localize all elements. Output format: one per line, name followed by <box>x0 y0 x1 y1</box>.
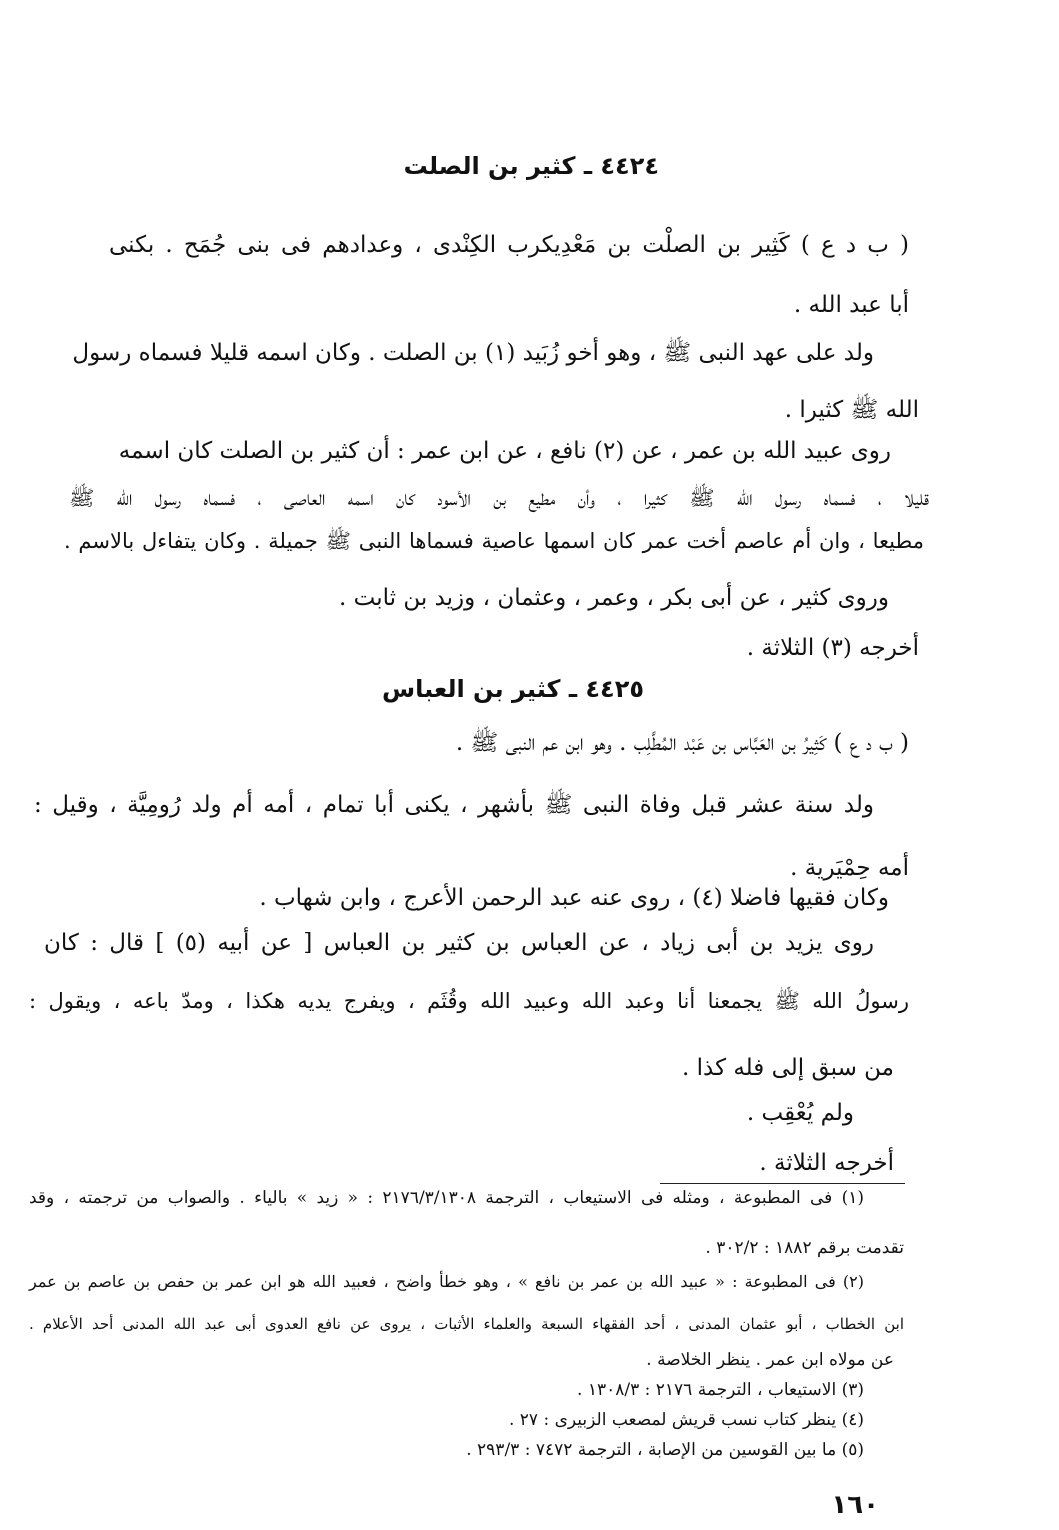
entry-line: من سبق إلى فله كذا . <box>681 1055 894 1081</box>
entry-line: أخرجه الثلاثة . <box>759 1150 894 1176</box>
entry-line: ولد سنة عشر قبل وفاة النبى ﷺ بأشهر ، يكنى أبا تمام ، أمه أم ولد رُومِيَّة ، وقيل : <box>34 792 874 818</box>
entry-line: أبا عبد الله . <box>793 292 909 318</box>
entry-line: ولد على عهد النبى ﷺ ، وهو أخو زُبَيد (١) بن الصلت . وكان اسمه قليلا فسماه رسول <box>72 340 874 366</box>
entry-line: وروى كثير ، عن أبى بكر ، وعمر ، وعثمان ، وزيد بن ثابت . <box>339 585 889 611</box>
footnote-line: عن مولاه ابن عمر . ينظر الخلاصة . <box>646 1350 894 1370</box>
footnote-line: ابن الخطاب ، أبو عثمان المدنى ، أحد الفقهاء السبعة والعلماء الأثبات ، يروى عن نافع العدوى أبى عبد الله المدنى أحد الأعلام . <box>29 1315 904 1333</box>
entry-line: أمه حِمْيَرية . <box>790 855 909 881</box>
page-number: ١٦٠ <box>831 1490 879 1520</box>
entry-line: ( ب د ع ) كَثِيرُ بن العَبَّاس بن عَبْد المُطَّلِب . وهو ابن عم النبى ﷺ . <box>455 730 909 756</box>
entry-line: رسولُ الله ﷺ يجمعنا أنا وعبد الله وعبيد الله وقُثَم ، ويفرج يديه هكذا ، ومدّ باعه ، ويقول : <box>29 989 909 1013</box>
entry-line: روى عبيد الله بن عمر ، عن (٢) نافع ، عن ابن عمر : أن كثير بن الصلت كان اسمه <box>118 438 891 464</box>
footnote-line: (١) فى المطبوعة ، ومثله فى الاستيعاب ، الترجمة ٢١٧٦/٣/١٣٠٨ : « زيد » بالياء . والصواب من ترجمته ، وقد <box>29 1188 865 1208</box>
entry-title: ٤٤٢٥ ـ كثير بن العباس <box>381 675 644 703</box>
entry-title: ٤٤٢٤ ـ كثير بن الصلت <box>403 152 659 180</box>
entry-line: وكان فقيها فاضلا (٤) ، روى عنه عبد الرحمن الأعرج ، وابن شهاب . <box>259 885 889 911</box>
entry-line: روى يزيد بن أبى زياد ، عن العباس بن كثير بن العباس [ عن أبيه (٥) ] قال : كان <box>44 930 874 956</box>
entry-line: قليلا ، فسماه رسول الله ﷺ كثيرا ، وأن مطيع بن الأسود كان اسمه العاصى ، فسماه رسول الله ﷺ <box>69 486 929 510</box>
footnote-line: (٢) فى المطبوعة : « عبيد الله بن عمر بن نافع » ، وهو خطأ واضح ، فعبيد الله هو ابن عمر بن حفص بن عاصم بن عمر <box>29 1272 864 1291</box>
entry-line: الله ﷺ كثيرا . <box>784 397 919 423</box>
footnote-line: تقدمت برقم ١٨٨٢ : ٣٠٢/٢ . <box>705 1238 904 1258</box>
footnote-separator <box>660 1183 905 1184</box>
footnote-line: (٣) الاستيعاب ، الترجمة ٢١٧٦ : ١٣٠٨/٣ . <box>577 1380 864 1400</box>
entry-line: أخرجه (٣) الثلاثة . <box>746 635 919 661</box>
footnote-line: (٥) ما بين القوسين من الإصابة ، الترجمة ٧٤٧٢ : ٢٩٣/٣ . <box>466 1440 864 1460</box>
entry-line: ( ب د ع ) كَثِير بن الصلْت بن مَعْدِيكرب الكِنْدى ، وعدادهم فى بنى جُمَح . بكنى <box>109 232 909 258</box>
footnote-line: (٤) ينظر كتاب نسب قريش لمصعب الزبيرى : ٢٧ . <box>508 1410 864 1430</box>
entry-line: مطيعا ، وان أم عاصم أخت عمر كان اسمها عاصية فسماها النبى ﷺ جميلة . وكان يتفاءل بالاسم . <box>64 529 924 553</box>
entry-line: ولم يُعْقِب . <box>746 1100 854 1126</box>
